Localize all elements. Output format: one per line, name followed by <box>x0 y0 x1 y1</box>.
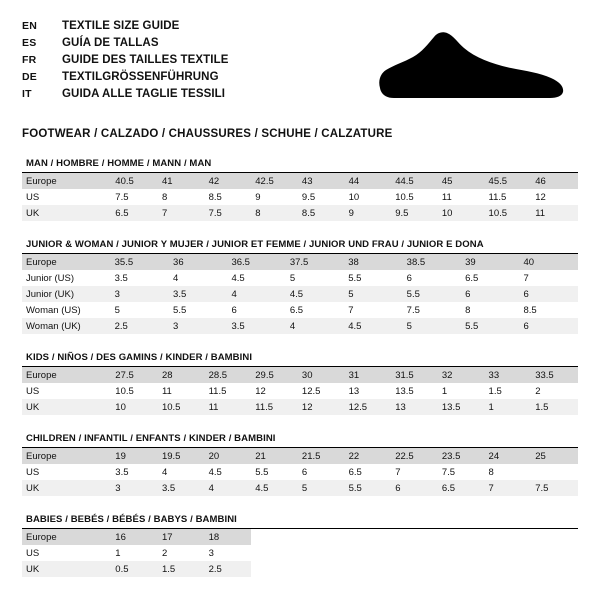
language-title: GUIDE DES TAILLES TEXTILE <box>62 54 229 66</box>
cell: 8 <box>161 191 168 203</box>
cell: 29.5 <box>251 367 298 383</box>
cell: 4.5 <box>344 318 402 334</box>
cell: 11 <box>161 385 172 397</box>
cell: 4.5 <box>208 466 222 478</box>
table-row <box>22 529 578 545</box>
cell: 5 <box>298 480 345 496</box>
cell: 13 <box>348 385 360 397</box>
size-table-junior-woman <box>22 254 578 334</box>
cell: 7.5 <box>531 480 578 496</box>
cell: 36 <box>169 254 227 270</box>
cell: 4.5 <box>286 286 344 302</box>
cell: 23.5 <box>438 448 485 464</box>
cell: 12.5 <box>345 399 392 415</box>
cell: 2.5 <box>205 561 252 577</box>
cell: 12 <box>535 191 546 203</box>
cell: 45.5 <box>485 173 532 189</box>
cell: 6.5 <box>438 480 485 496</box>
cell: 40.5 <box>111 173 158 189</box>
cell: 9.5 <box>301 191 316 203</box>
cell: 6 <box>231 304 237 316</box>
cell: 32 <box>438 367 485 383</box>
size-table-man <box>22 173 578 221</box>
cell-empty <box>345 545 392 561</box>
cell: 8 <box>488 466 494 478</box>
cell-empty <box>531 545 578 561</box>
table-row <box>22 173 578 189</box>
cell: 7.5 <box>406 304 420 316</box>
cell-empty <box>485 545 532 561</box>
row-label: UK <box>22 399 111 415</box>
cell: 1 <box>485 399 532 415</box>
footwear-section-title: FOOTWEAR / CALZADO / CHAUSSURES / SCHUHE / CALZATURE <box>22 128 393 140</box>
cell: 13.5 <box>395 385 414 397</box>
cell: 10.5 <box>115 385 134 397</box>
cell: 3.5 <box>115 466 129 478</box>
cell: 3.5 <box>158 480 205 496</box>
cell: 5.5 <box>348 272 362 284</box>
cell: 5.5 <box>255 466 269 478</box>
cell: 7 <box>158 205 205 221</box>
cell: 45 <box>438 173 485 189</box>
language-title: TEXTILE SIZE GUIDE <box>62 20 180 32</box>
row-label: Junior (US) <box>26 272 75 284</box>
group-man <box>22 156 578 221</box>
cell-empty <box>298 529 345 545</box>
cell: 8 <box>465 304 471 316</box>
cell: 3 <box>111 480 158 496</box>
cell: 16 <box>111 529 158 545</box>
cell: 4 <box>286 318 344 334</box>
cell: 10 <box>438 205 485 221</box>
cell: 9.5 <box>391 205 438 221</box>
cell: 8.5 <box>298 205 345 221</box>
row-label: US <box>26 191 40 203</box>
dress-shoe-icon <box>372 26 572 104</box>
cell: 13 <box>391 399 438 415</box>
cell: 5 <box>289 272 296 284</box>
cell: 3.5 <box>227 318 285 334</box>
table-row <box>22 561 578 577</box>
cell-empty <box>345 561 392 577</box>
cell: 43 <box>298 173 345 189</box>
size-table-kids <box>22 367 578 415</box>
cell: 6 <box>461 286 519 302</box>
cell: 3.5 <box>169 286 227 302</box>
cell-empty <box>251 545 298 561</box>
cell: 27.5 <box>111 367 158 383</box>
cell: 6.5 <box>111 205 158 221</box>
cell: 1.5 <box>158 561 205 577</box>
size-table-babies <box>22 529 578 577</box>
cell: 6.5 <box>348 466 362 478</box>
cell: 1 <box>441 385 448 397</box>
table-row <box>22 189 578 205</box>
row-label: UK <box>22 480 111 496</box>
cell: 4 <box>227 286 285 302</box>
table-row <box>22 383 578 399</box>
language-code: ES <box>22 37 37 49</box>
table-row <box>22 254 578 270</box>
cell: 8 <box>251 205 298 221</box>
cell: 2 <box>535 385 541 397</box>
cell: 31.5 <box>391 367 438 383</box>
cell: 41 <box>158 173 205 189</box>
cell: 6 <box>301 466 308 478</box>
language-title: GUÍA DE TALLAS <box>62 37 159 49</box>
group-title: CHILDREN / INFANTIL / ENFANTS / KINDER / BAMBINI <box>22 431 578 448</box>
row-label: US <box>26 466 40 478</box>
cell-empty <box>438 561 485 577</box>
cell: 4.5 <box>231 272 245 284</box>
cell: 6 <box>519 286 578 302</box>
cell: 42.5 <box>251 173 298 189</box>
cell: 4.5 <box>251 480 298 496</box>
cell: 21.5 <box>298 448 345 464</box>
cell: 7 <box>348 304 354 316</box>
cell: 5.5 <box>173 304 187 316</box>
cell: 28 <box>158 367 205 383</box>
cell: 5 <box>403 318 461 334</box>
group-title: MAN / HOMBRE / HOMME / MANN / MAN <box>22 156 578 173</box>
cell: 36.5 <box>227 254 285 270</box>
cell-empty <box>531 561 578 577</box>
row-label: Europe <box>22 367 111 383</box>
cell: 9 <box>255 191 261 203</box>
row-label: Europe <box>22 448 111 464</box>
cell: 44.5 <box>391 173 438 189</box>
cell-empty <box>298 561 345 577</box>
cell: 33 <box>485 367 532 383</box>
table-row <box>22 545 578 561</box>
cell: 7.5 <box>115 191 129 203</box>
cell: 10.5 <box>158 399 205 415</box>
cell: 7 <box>523 272 529 284</box>
cell: 12.5 <box>301 385 321 397</box>
cell: 4 <box>161 466 168 478</box>
row-label: Woman (US) <box>26 304 81 316</box>
cell: 6 <box>519 318 578 334</box>
cell: 10.5 <box>485 205 532 221</box>
cell: 11 <box>531 205 578 221</box>
cell-empty <box>438 545 485 561</box>
cell: 12 <box>255 385 266 397</box>
cell: 1 <box>115 547 121 559</box>
cell: 7 <box>395 466 401 478</box>
cell: 22 <box>345 448 392 464</box>
row-label: Europe <box>22 529 111 545</box>
cell: 7.5 <box>205 205 252 221</box>
cell: 44 <box>345 173 392 189</box>
cell: 5.5 <box>461 318 519 334</box>
group-title: BABIES / BEBÉS / BÉBÉS / BABYS / BAMBINI <box>22 512 578 529</box>
language-code: FR <box>22 54 37 66</box>
cell: 11 <box>441 191 452 203</box>
cell: 3.5 <box>114 272 128 284</box>
cell: 8.5 <box>523 304 537 316</box>
cell: 40 <box>519 254 578 270</box>
row-label: UK <box>22 561 111 577</box>
cell: 9 <box>345 205 392 221</box>
cell: 13.5 <box>438 399 485 415</box>
cell: 12 <box>298 399 345 415</box>
table-row <box>22 367 578 383</box>
cell: 11.5 <box>208 385 227 397</box>
cell: 19.5 <box>158 448 205 464</box>
cell: 2.5 <box>111 318 169 334</box>
row-label: Junior (UK) <box>22 286 111 302</box>
cell: 10.5 <box>395 191 414 203</box>
cell-empty <box>298 545 345 561</box>
row-label: Woman (UK) <box>22 318 111 334</box>
cell-empty <box>531 529 578 545</box>
group-children <box>22 431 578 496</box>
table-row <box>22 480 578 496</box>
cell: 4 <box>173 272 179 284</box>
cell: 18 <box>205 529 252 545</box>
cell-empty <box>345 529 392 545</box>
row-label: Europe <box>22 254 111 270</box>
cell: 3 <box>208 547 214 559</box>
language-title: GUIDA ALLE TAGLIE TESSILI <box>62 88 226 100</box>
cell: 5 <box>344 286 402 302</box>
language-code: EN <box>22 20 37 32</box>
cell: 1.5 <box>531 399 578 415</box>
cell: 8.5 <box>208 191 222 203</box>
size-table-children <box>22 448 578 496</box>
row-label: US <box>26 547 40 559</box>
cell: 17 <box>158 529 205 545</box>
table-row <box>22 464 578 480</box>
page-header <box>22 18 578 114</box>
cell: 6.5 <box>465 272 479 284</box>
cell: 24 <box>485 448 532 464</box>
cell: 11 <box>205 399 252 415</box>
cell: 10 <box>348 191 360 203</box>
cell: 6 <box>406 272 412 284</box>
cell: 11.5 <box>488 191 507 203</box>
cell: 5.5 <box>403 286 461 302</box>
language-code: IT <box>22 88 32 100</box>
cell: 1.5 <box>488 385 502 397</box>
cell: 10 <box>111 399 158 415</box>
cell: 30 <box>298 367 345 383</box>
cell: 21 <box>251 448 298 464</box>
table-row <box>22 286 578 302</box>
language-code: DE <box>22 71 37 83</box>
cell: 37.5 <box>286 254 344 270</box>
cell: 2 <box>161 547 168 559</box>
cell: 39 <box>461 254 519 270</box>
cell-empty <box>485 529 532 545</box>
cell-empty <box>391 561 438 577</box>
cell: 7 <box>485 480 532 496</box>
cell: 6.5 <box>289 304 304 316</box>
cell: 5.5 <box>345 480 392 496</box>
cell-empty <box>391 545 438 561</box>
table-row <box>22 270 578 286</box>
cell: 0.5 <box>111 561 158 577</box>
table-row <box>22 399 578 415</box>
group-title: KIDS / NIÑOS / DES GAMINS / KINDER / BAMBINI <box>22 350 578 367</box>
cell: 33.5 <box>531 367 578 383</box>
table-row <box>22 318 578 334</box>
group-babies <box>22 512 578 577</box>
cell: 6 <box>391 480 438 496</box>
cell-empty <box>251 561 298 577</box>
cell: 5 <box>114 304 120 316</box>
cell: 4 <box>205 480 252 496</box>
cell: 3 <box>169 318 227 334</box>
cell: 31 <box>345 367 392 383</box>
row-label: US <box>26 385 40 397</box>
cell: 38.5 <box>403 254 461 270</box>
language-title: TEXTILGRÖSSENFÜHRUNG <box>62 71 219 83</box>
cell: 25 <box>531 448 578 464</box>
cell: 42 <box>205 173 252 189</box>
table-row <box>22 302 578 318</box>
row-label: UK <box>22 205 111 221</box>
cell-empty <box>391 529 438 545</box>
group-junior-woman <box>22 237 578 334</box>
table-row <box>22 448 578 464</box>
cell-empty <box>438 529 485 545</box>
cell-empty <box>251 529 298 545</box>
cell: 22.5 <box>391 448 438 464</box>
cell: 11.5 <box>251 399 298 415</box>
cell: 3 <box>111 286 169 302</box>
group-title: JUNIOR & WOMAN / JUNIOR Y MUJER / JUNIOR ET FEMME / JUNIOR UND FRAU / JUNIOR E DONA <box>22 237 578 254</box>
cell: 7.5 <box>441 466 456 478</box>
cell: 35.5 <box>111 254 169 270</box>
table-row <box>22 205 578 221</box>
cell: 28.5 <box>205 367 252 383</box>
cell <box>531 464 578 480</box>
cell: 38 <box>344 254 402 270</box>
cell: 19 <box>111 448 158 464</box>
row-label: Europe <box>22 173 111 189</box>
cell: 20 <box>205 448 252 464</box>
cell-empty <box>485 561 532 577</box>
group-kids <box>22 350 578 415</box>
cell: 46 <box>531 173 578 189</box>
